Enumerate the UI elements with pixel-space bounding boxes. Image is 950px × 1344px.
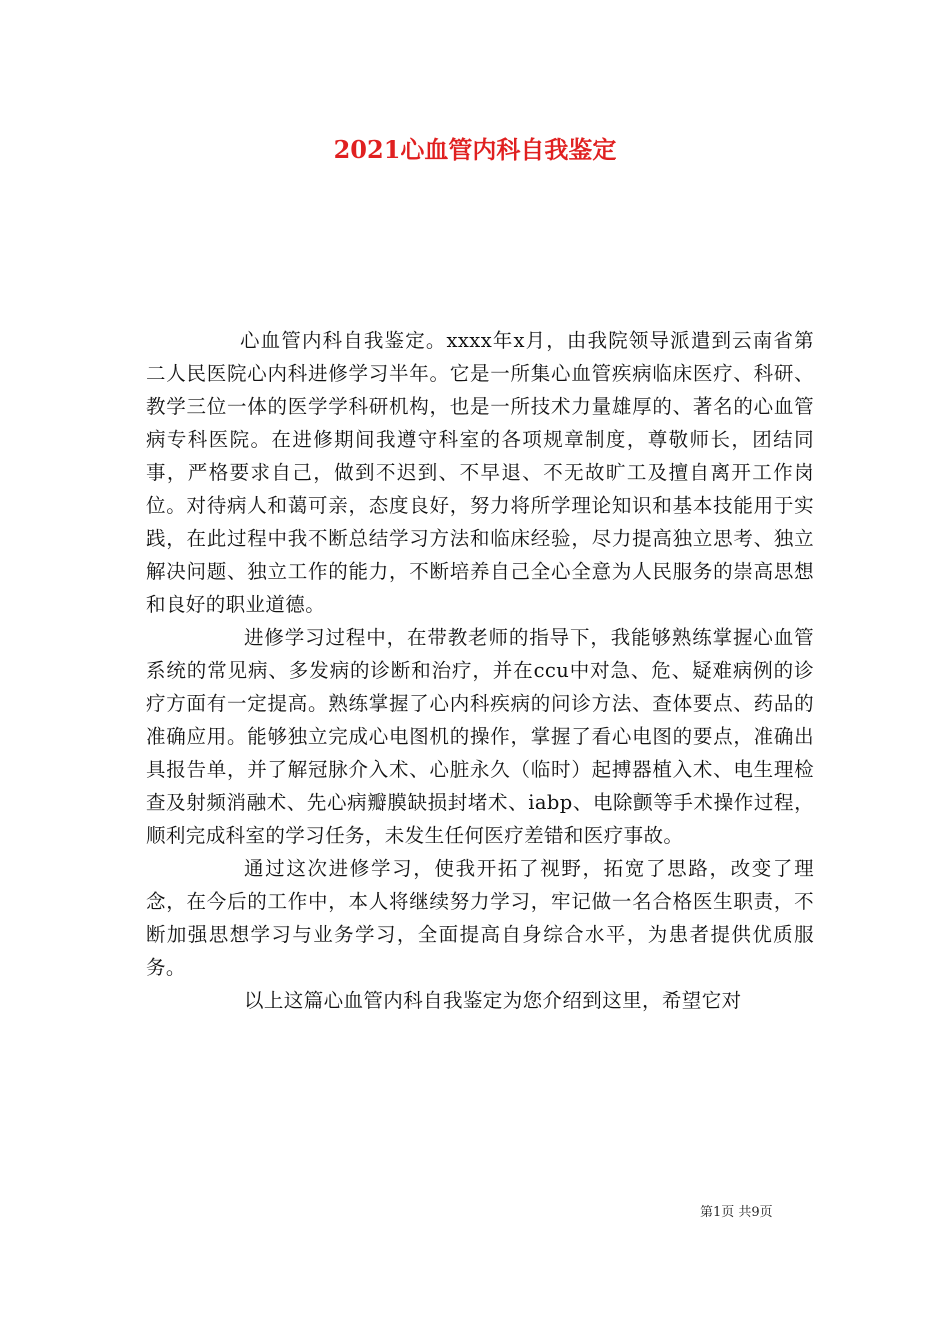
paragraph-1: 心血管内科自我鉴定。xxxx年x月，由我院领导派遣到云南省第二人民医院心内科进修学习半年。它是一所集心血管疾病临床医疗、科研、教学三位一体的医学学科研机构，也是一所技术力量雄厚的、著名的心血管病专科医院。在进修期间我遵守科室的各项规章制度，尊敬师长，团结同事，严格要求自己，做到不迟到、不早退、不无故旷工及擅自离开工作岗位。对待病人和蔼可亲，态度良好，努力将所学理论知识和基本技能用于实践，在此过程中我不断总结学习方法和临床经验，尽力提高独立思考、独立解决问题、独立工作的能力，不断培养自己全心全意为人民服务的崇高思想和良好的职业道德。: [146, 329, 814, 616]
paragraph-2: 进修学习过程中，在带教老师的指导下，我能够熟练掌握心血管系统的常见病、多发病的诊断和治疗，并在ccu中对急、危、疑难病例的诊疗方面有一定提高。熟练掌握了心内科疾病的问诊方法、查体要点、药品的准确应用。能够独立完成心电图机的操作，掌握了看心电图的要点，准确出具报告单，并了解冠脉介入术、心脏永久（临时）起搏器植入术、电生理检查及射频消融术、先心病瓣膜缺损封堵术、iabp、电除颤等手术操作过程，顺利完成科室的学习任务，未发生任何医疗差错和医疗事故。: [146, 626, 814, 847]
page-number-footer: 第1页 共9页: [700, 1205, 773, 1220]
paragraph-3: 通过这次进修学习，使我开拓了视野，拓宽了思路，改变了理念，在今后的工作中，本人将继续努力学习，牢记做一名合格医生职责，不断加强思想学习与业务学习，全面提高自身综合水平，为患者提供优质服务。: [146, 857, 814, 979]
document-body: [146, 324, 814, 1017]
paragraph-4: 以上这篇心血管内科自我鉴定为您介绍到这里，希望它对: [244, 989, 742, 1012]
document-title: 2021心血管内科自我鉴定: [333, 135, 617, 164]
